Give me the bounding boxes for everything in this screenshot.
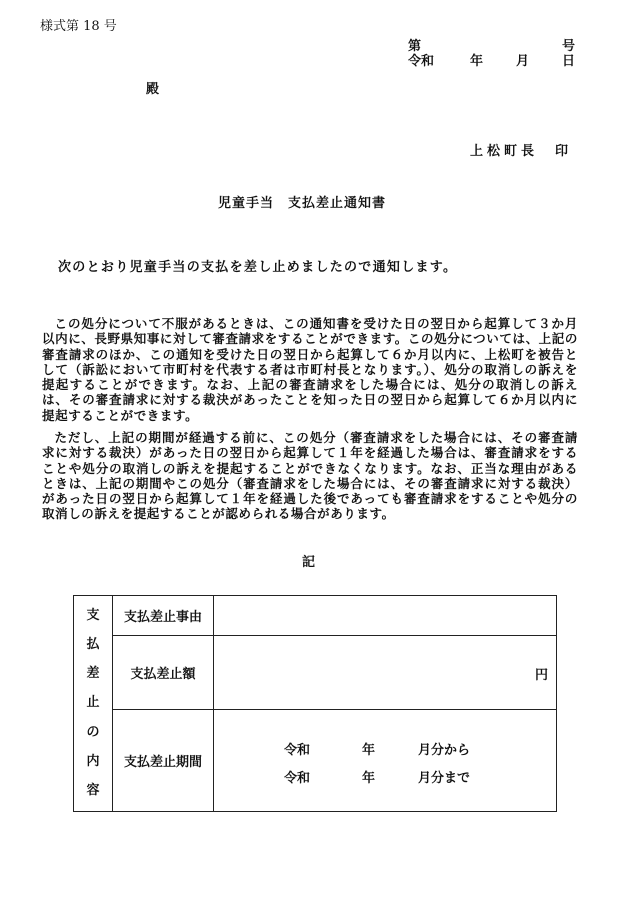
document-title: 児童手当 支払差止通知書: [218, 196, 387, 211]
section-label-char: 内: [86, 754, 100, 770]
deadline-notice-paragraph: ただし、上記の期間が経過する前に、この処分（審査請求をした場合には、その審査請求に対する裁決）があった日の翌日から起算して１年を経過した場合は、審査請求をすることや処分の取消しの訴えを提起することができなくなります。なお、正当な理由があるときは、上記の期間やこの処分（審査請求をした場合には、その審査請求に対する裁決）があった日の翌日から起算して１年を経過した後であっても審査請求をすることや処分の取消しの訴えを提起することが認められる場合があります。: [42, 430, 578, 522]
appeal-notice-paragraph: この処分について不服があるときは、この通知書を受けた日の翌日から起算して３か月以内に、長野県知事に対して審査請求をすることができます。この処分については、上記の審査請求のほか、この通知を受けた日の翌日から起算して６か月以内に、上松町を被告として（訴訟において市町村を代表する者は市町村長となります。）、処分の取消しの訴えを提起することができます。なお、上記の審査請求をした場合には、処分の取消しの訴えは、その審査請求に対する裁決があったことを知った日の翌日から起算して６か月以内に提起することができます。: [42, 316, 578, 423]
addressee-suffix: 殿: [146, 82, 160, 97]
suspension-details-table: [73, 595, 557, 812]
period-from-era: 令和: [284, 743, 311, 758]
date-era: 令和: [408, 54, 435, 69]
section-label-cell: [74, 596, 113, 812]
date-day-label: 日: [562, 54, 576, 69]
reason-label: 支払差止事由: [113, 596, 214, 636]
section-label-char: 容: [86, 783, 100, 799]
period-to-year-label: 年: [362, 771, 376, 786]
period-from-tail: 月分から: [418, 743, 471, 758]
lead-text: 次のとおり児童手当の支払を差し止めましたので通知します。: [58, 260, 458, 275]
amount-value-field[interactable]: [214, 636, 557, 710]
period-label: 支払差止期間: [113, 710, 214, 812]
section-label-char: 止: [86, 695, 100, 711]
section-label-char: の: [86, 724, 100, 740]
date-month-label: 月: [516, 54, 530, 69]
period-to-tail: 月分まで: [418, 771, 471, 786]
ki-heading: 記: [302, 555, 316, 570]
period-to-era: 令和: [284, 771, 311, 786]
period-from-line: [284, 739, 524, 758]
amount-label: 支払差止額: [113, 636, 214, 710]
period-value-field[interactable]: [214, 710, 557, 812]
document-number-suffix: 号: [562, 39, 576, 54]
period-from-year-label: 年: [362, 743, 376, 758]
section-label-char: 差: [86, 666, 100, 682]
date-year-label: 年: [470, 54, 484, 69]
section-label-char: 払: [86, 636, 100, 652]
form-number: 様式第 18 号: [40, 19, 117, 34]
document-number-prefix: 第: [408, 39, 422, 54]
issuer-name: 上松町長 印: [470, 144, 573, 159]
section-label-char: 支: [86, 607, 100, 623]
reason-value-field[interactable]: [214, 596, 557, 636]
period-to-line: [284, 767, 524, 786]
amount-unit: 円: [534, 668, 548, 683]
